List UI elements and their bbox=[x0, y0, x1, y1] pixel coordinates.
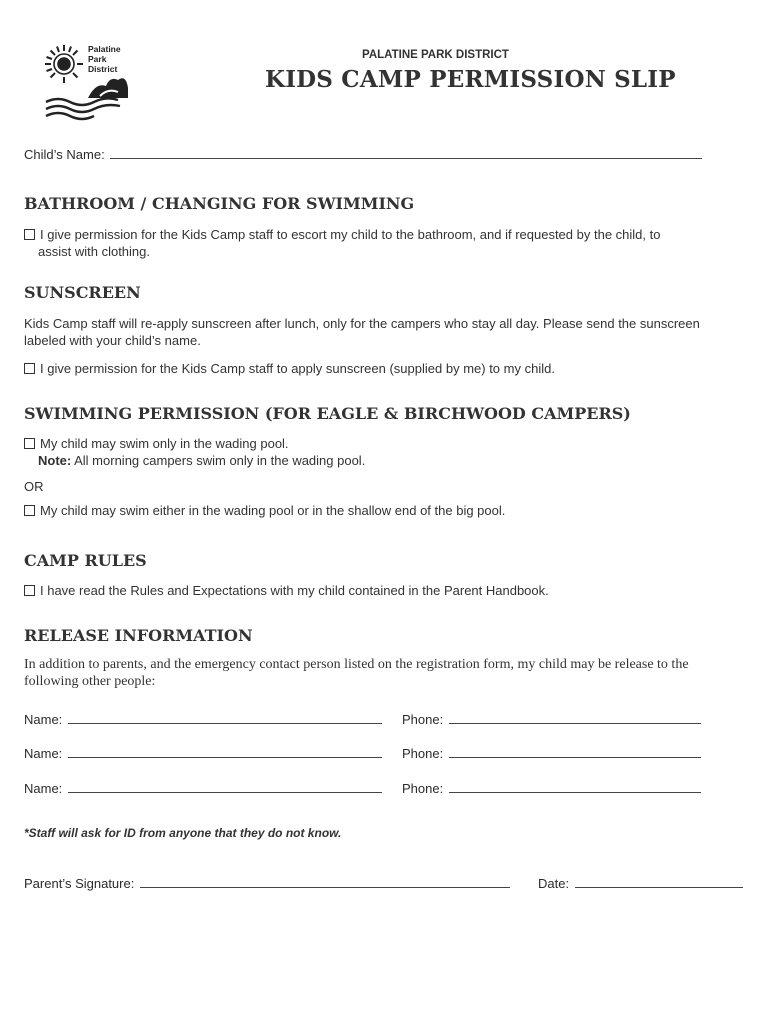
camp-rules-text: I have read the Rules and Expectations with my child contained in the Parent Handbook. bbox=[40, 583, 549, 598]
release-phone-field-1[interactable] bbox=[449, 711, 701, 724]
swim-big-pool-checkbox[interactable] bbox=[24, 505, 35, 516]
swim-note bbox=[24, 452, 724, 469]
date-row bbox=[538, 875, 743, 891]
staff-id-note: *Staff will ask for ID from anyone that they do not know. bbox=[24, 826, 342, 840]
release-phone-field-3[interactable] bbox=[449, 780, 701, 793]
palatine-park-district-logo bbox=[40, 40, 140, 124]
swim-wading-only-checkbox[interactable] bbox=[24, 438, 35, 449]
bathroom-permission-checkbox[interactable] bbox=[24, 229, 35, 240]
organization-name: PALATINE PARK DISTRICT bbox=[362, 49, 509, 61]
bathroom-permission-option bbox=[24, 226, 724, 260]
signature-label: Parent’s Signature: bbox=[24, 876, 135, 891]
release-name-label: Name: bbox=[24, 712, 63, 727]
logo-text bbox=[88, 44, 148, 74]
logo-line-2: Park bbox=[88, 54, 107, 64]
sunscreen-permission-option bbox=[24, 360, 724, 377]
release-phone-row-3 bbox=[402, 780, 701, 796]
release-name-field-3[interactable] bbox=[68, 780, 382, 793]
swimming-heading: SWIMMING PERMISSION (FOR EAGLE & BIRCHWOOD CAMPERS) bbox=[24, 404, 631, 423]
signature-field[interactable] bbox=[140, 875, 510, 888]
bathroom-permission-text: I give permission for the Kids Camp staff to escort my child to the bathroom, and if requested by the child, to bbox=[40, 227, 661, 242]
camp-rules-checkbox[interactable] bbox=[24, 585, 35, 596]
release-phone-label: Phone: bbox=[402, 746, 444, 761]
child-name-label: Child’s Name: bbox=[24, 147, 105, 162]
page-title: KIDS CAMP PERMISSION SLIP bbox=[265, 66, 676, 93]
camp-rules-heading: CAMP RULES bbox=[24, 551, 147, 570]
swim-note-label: Note: bbox=[38, 453, 72, 468]
release-phone-field-2[interactable] bbox=[449, 745, 701, 758]
release-name-row-1 bbox=[24, 711, 382, 727]
logo-line-1: Palatine bbox=[88, 44, 121, 54]
release-phone-label: Phone: bbox=[402, 712, 444, 727]
camp-rules-option bbox=[24, 582, 724, 599]
release-phone-label: Phone: bbox=[402, 781, 444, 796]
swim-wading-only-option bbox=[24, 435, 724, 469]
swim-note-text: All morning campers swim only in the wading pool. bbox=[74, 453, 366, 468]
bathroom-permission-text-cont: assist with clothing. bbox=[38, 244, 150, 259]
swim-big-pool-text: My child may swim either in the wading pool or in the shallow end of the big pool. bbox=[40, 503, 506, 518]
swim-big-pool-option bbox=[24, 502, 724, 519]
sunscreen-permission-text: I give permission for the Kids Camp staff to apply sunscreen (supplied by me) to my child. bbox=[40, 361, 555, 376]
release-name-label: Name: bbox=[24, 781, 63, 796]
child-name-row bbox=[24, 146, 702, 162]
swim-or-label: OR bbox=[24, 479, 44, 494]
release-name-field-1[interactable] bbox=[68, 711, 382, 724]
release-phone-row-2 bbox=[402, 745, 701, 761]
sunscreen-description: Kids Camp staff will re-apply sunscreen after lunch, only for the campers who stay all day. Please send the sunscreen labeled with your child’s name. bbox=[24, 316, 700, 348]
child-name-field[interactable] bbox=[110, 146, 702, 159]
date-field[interactable] bbox=[575, 875, 743, 888]
release-description: In addition to parents, and the emergency contact person listed on the registration form, my child may be release to the following other people: bbox=[24, 657, 689, 689]
release-name-row-2 bbox=[24, 745, 382, 761]
logo-line-3: District bbox=[88, 64, 118, 74]
release-name-field-2[interactable] bbox=[68, 745, 382, 758]
sunscreen-permission-checkbox[interactable] bbox=[24, 363, 35, 374]
bathroom-heading: BATHROOM / CHANGING FOR SWIMMING bbox=[24, 194, 415, 213]
release-name-label: Name: bbox=[24, 746, 63, 761]
sunscreen-heading: SUNSCREEN bbox=[24, 283, 141, 302]
release-name-row-3 bbox=[24, 780, 382, 796]
release-phone-row-1 bbox=[402, 711, 701, 727]
date-label: Date: bbox=[538, 876, 570, 891]
swim-wading-only-text: My child may swim only in the wading pool. bbox=[40, 436, 289, 451]
signature-row bbox=[24, 875, 510, 891]
release-heading: RELEASE INFORMATION bbox=[24, 626, 253, 645]
